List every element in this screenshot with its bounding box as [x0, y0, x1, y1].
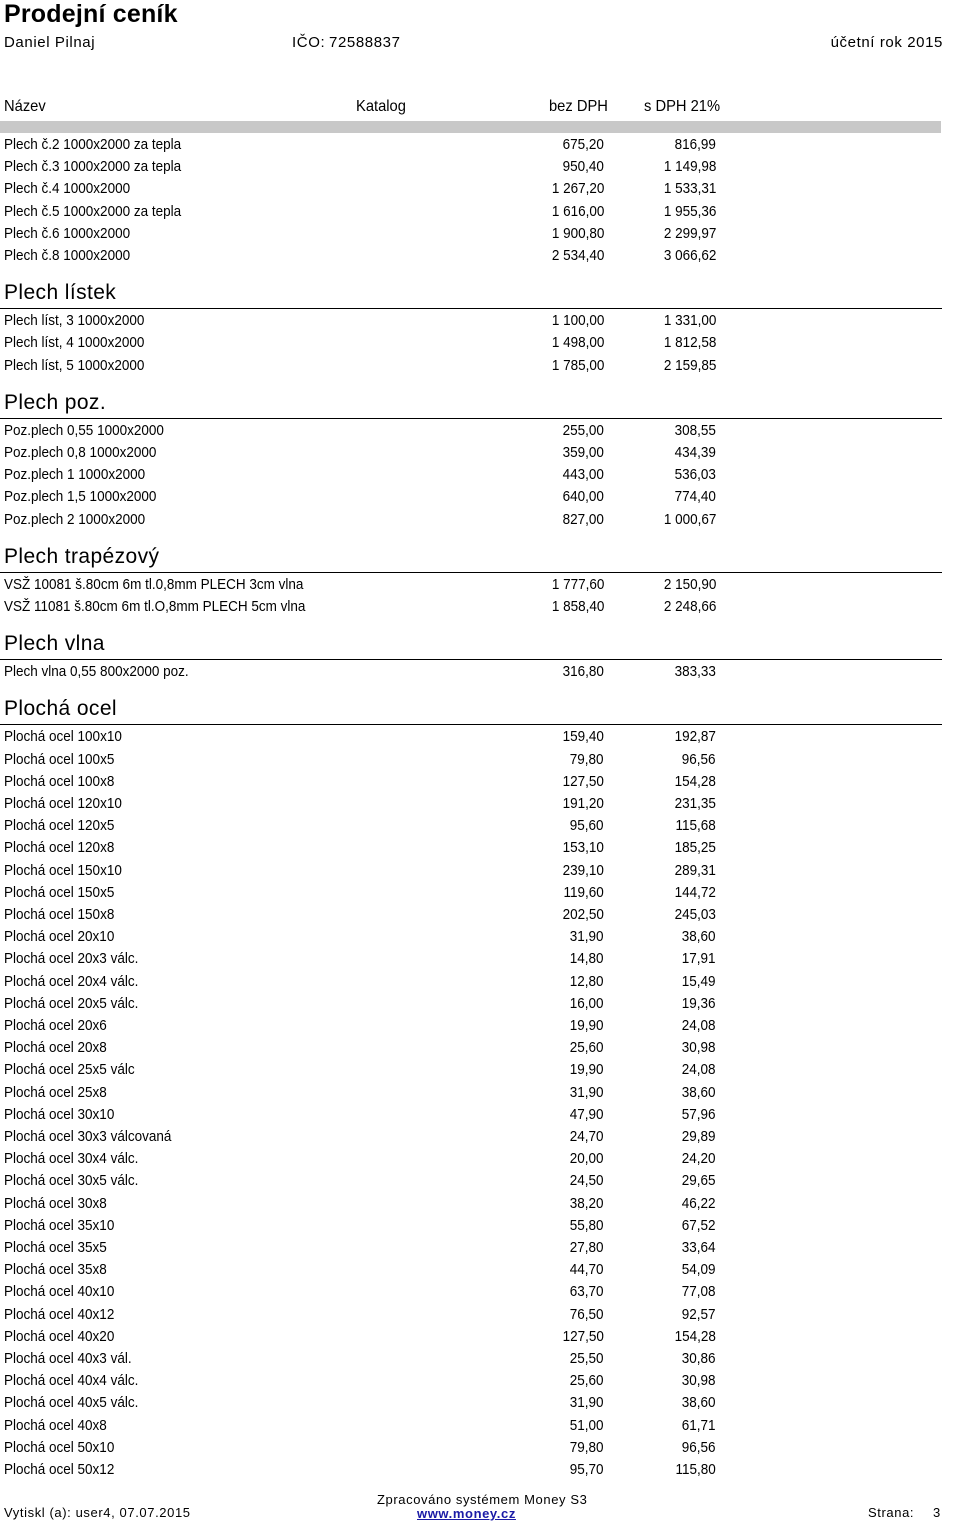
- net-price: 31,90: [570, 1394, 604, 1412]
- item-name: Plech č.8 1000x2000: [4, 247, 131, 264]
- item-name: Plochá ocel 120x10: [4, 795, 122, 812]
- gross-price: 434,39: [674, 444, 716, 461]
- page-title: Prodejní ceník: [4, 0, 178, 28]
- gross-price: 231,35: [674, 795, 716, 812]
- net-price: 47,90: [570, 1105, 604, 1123]
- gross-price: 2 150,90: [663, 575, 716, 593]
- price-row: [0, 310, 720, 332]
- net-price: 55,80: [570, 1216, 604, 1234]
- gross-price: 2 159,85: [663, 356, 716, 374]
- net-price: 38,20: [570, 1194, 604, 1212]
- item-name: Plochá ocel 35x5: [4, 1239, 107, 1256]
- item-name: Plochá ocel 20x6: [4, 1017, 107, 1034]
- net-price: 79,80: [570, 1438, 604, 1456]
- gross-price: 1 149,98: [663, 158, 716, 176]
- price-row: [0, 661, 720, 683]
- column-header-gross-price: s DPH 21%: [644, 98, 721, 115]
- gross-price: 38,60: [682, 1394, 716, 1412]
- net-price: 255,00: [562, 421, 604, 439]
- price-row: [0, 1148, 720, 1170]
- item-name: Plech č.4 1000x2000: [4, 180, 131, 198]
- price-row: [0, 1348, 720, 1370]
- price-row: [0, 201, 720, 223]
- gross-price: 383,33: [674, 663, 716, 681]
- gross-price: 192,87: [674, 728, 716, 746]
- item-name: Plochá ocel 120x8: [4, 839, 115, 857]
- gross-price: 30,98: [682, 1039, 716, 1057]
- net-price: 44,70: [570, 1261, 604, 1279]
- item-name: Poz.plech 1,5 1000x2000: [4, 488, 157, 506]
- net-price: 12,80: [570, 972, 604, 990]
- item-name: Plochá ocel 40x8: [4, 1416, 107, 1434]
- net-price: 950,40: [562, 158, 604, 176]
- item-name: Plochá ocel 40x10: [4, 1283, 115, 1301]
- section-divider: [0, 572, 942, 573]
- net-price: 95,60: [570, 817, 604, 835]
- net-price: 1 858,40: [551, 598, 604, 615]
- net-price: 24,50: [570, 1172, 604, 1190]
- price-row: [0, 574, 720, 596]
- net-price: 76,50: [570, 1305, 604, 1323]
- item-name: Plochá ocel 100x10: [4, 728, 122, 746]
- net-price: 95,70: [570, 1461, 604, 1478]
- net-price: 827,00: [562, 510, 604, 528]
- gross-price: 96,56: [682, 1438, 716, 1456]
- gross-price: 57,96: [682, 1105, 716, 1123]
- gross-price: 15,49: [682, 972, 716, 990]
- item-name: Plochá ocel 35x10: [4, 1216, 115, 1234]
- item-name: Plochá ocel 40x4 válc.: [4, 1372, 139, 1390]
- price-row: [0, 948, 720, 970]
- item-name: Plech líst, 5 1000x2000: [4, 356, 145, 374]
- item-name: Plochá ocel 100x8: [4, 772, 115, 790]
- section-divider: [0, 308, 942, 309]
- gross-price: 92,57: [682, 1305, 716, 1323]
- price-row: [0, 837, 720, 859]
- gross-price: 536,03: [674, 466, 716, 484]
- price-row: [0, 486, 720, 508]
- item-name: Plochá ocel 40x20: [4, 1327, 115, 1345]
- item-name: Plochá ocel 20x10: [4, 928, 115, 946]
- item-name: Poz.plech 1 1000x2000: [4, 466, 146, 484]
- item-name: Plochá ocel 30x4 válc.: [4, 1150, 139, 1168]
- net-price: 443,00: [562, 466, 604, 484]
- gross-price: 245,03: [674, 906, 716, 923]
- net-price: 1 900,80: [551, 224, 604, 242]
- price-row: [0, 420, 720, 442]
- gross-price: 38,60: [682, 1083, 716, 1101]
- column-header-name: Název: [4, 98, 46, 115]
- item-name: Poz.plech 2 1000x2000: [4, 510, 146, 528]
- gross-price: 24,08: [682, 1061, 716, 1079]
- price-row: [0, 1104, 720, 1126]
- price-row: [0, 509, 720, 531]
- price-row: [0, 178, 720, 200]
- page-number: 3: [933, 1505, 941, 1520]
- gross-price: 96,56: [682, 750, 716, 768]
- column-header-net-price: bez DPH: [549, 98, 608, 115]
- net-price: 359,00: [562, 444, 604, 461]
- item-name: Plochá ocel 30x8: [4, 1194, 107, 1212]
- net-price: 153,10: [562, 839, 604, 857]
- item-name: Plech líst, 3 1000x2000: [4, 312, 145, 330]
- item-name: Plochá ocel 30x10: [4, 1105, 115, 1123]
- price-row: [0, 1392, 720, 1414]
- item-name: Plochá ocel 35x8: [4, 1261, 107, 1279]
- net-price: 1 616,00: [551, 202, 604, 220]
- net-price: 19,90: [570, 1061, 604, 1079]
- net-price: 1 777,60: [551, 575, 604, 593]
- item-name: Poz.plech 0,55 1000x2000: [4, 421, 164, 439]
- item-name: VSŽ 10081 š.80cm 6m tl.0,8mm PLECH 3cm vlna: [4, 575, 304, 593]
- net-price: 51,00: [570, 1416, 604, 1434]
- net-price: 31,90: [570, 928, 604, 946]
- section-header: [0, 631, 942, 659]
- section-title: Plech poz.: [4, 390, 107, 414]
- gross-price: 24,08: [682, 1017, 716, 1034]
- gross-price: 2 299,97: [663, 224, 716, 242]
- net-price: 675,20: [562, 136, 604, 153]
- price-row: [0, 1326, 720, 1348]
- gross-price: 33,64: [682, 1239, 716, 1256]
- gross-price: 816,99: [674, 136, 716, 153]
- item-name: Plech č.6 1000x2000: [4, 224, 131, 242]
- price-row: [0, 793, 720, 815]
- column-header-catalog: Katalog: [356, 98, 406, 115]
- price-row: [0, 596, 720, 618]
- ico-value: 72588837: [329, 34, 401, 51]
- gross-price: 54,09: [682, 1261, 716, 1279]
- net-price: 25,50: [570, 1350, 604, 1367]
- net-price: 2 534,40: [551, 247, 604, 264]
- section-title: Plech trapézový: [4, 544, 160, 568]
- price-row: [0, 442, 720, 464]
- accounting-year: účetní rok 2015: [830, 34, 943, 51]
- net-price: 127,50: [562, 772, 604, 790]
- price-row: [0, 882, 720, 904]
- gross-price: 308,55: [674, 421, 716, 439]
- gross-price: 30,98: [682, 1372, 716, 1390]
- price-row: [0, 815, 720, 837]
- item-name: Plech líst, 4 1000x2000: [4, 334, 145, 352]
- item-name: Plochá ocel 25x8: [4, 1083, 107, 1101]
- net-price: 25,60: [570, 1372, 604, 1390]
- gross-price: 154,28: [674, 772, 716, 790]
- net-price: 316,80: [562, 663, 604, 681]
- company-person: Daniel Pilnaj: [4, 34, 96, 51]
- price-row: [0, 1082, 720, 1104]
- price-row: [0, 1037, 720, 1059]
- price-row: [0, 245, 720, 267]
- item-name: Plochá ocel 20x5 válc.: [4, 994, 139, 1012]
- gross-price: 1 000,67: [663, 510, 716, 528]
- price-row: [0, 1304, 720, 1326]
- gross-price: 115,68: [675, 817, 716, 835]
- net-price: 202,50: [562, 906, 604, 923]
- net-price: 1 498,00: [551, 334, 604, 352]
- item-name: Plochá ocel 30x5 válc.: [4, 1172, 139, 1190]
- gross-price: 29,89: [682, 1128, 716, 1145]
- price-row: [0, 355, 720, 377]
- item-name: Plochá ocel 40x12: [4, 1305, 115, 1323]
- section-divider: [0, 418, 942, 419]
- item-name: Plech č.3 1000x2000 za tepla: [4, 158, 182, 176]
- gross-price: 67,52: [682, 1216, 716, 1234]
- net-price: 127,50: [562, 1327, 604, 1345]
- net-price: 19,90: [570, 1017, 604, 1034]
- item-name: Plochá ocel 150x8: [4, 906, 115, 923]
- price-row: [0, 1259, 720, 1281]
- item-name: Plochá ocel 20x3 válc.: [4, 950, 139, 968]
- section-divider: [0, 724, 942, 725]
- item-name: Plochá ocel 25x5 válc: [4, 1061, 135, 1079]
- item-name: Poz.plech 0,8 1000x2000: [4, 444, 157, 461]
- net-price: 79,80: [570, 750, 604, 768]
- gross-price: 19,36: [682, 994, 716, 1012]
- net-price: 63,70: [570, 1283, 604, 1301]
- net-price: 119,60: [563, 883, 604, 901]
- price-row: [0, 1215, 720, 1237]
- price-row: [0, 332, 720, 354]
- gross-price: 30,86: [682, 1350, 716, 1367]
- processed-by: Zpracováno systémem Money S3: [377, 1492, 588, 1507]
- price-row: [0, 993, 720, 1015]
- item-name: Plochá ocel 50x12: [4, 1461, 115, 1478]
- price-row: [0, 771, 720, 793]
- section-title: Plech vlna: [4, 632, 105, 656]
- item-name: Plochá ocel 150x10: [4, 861, 122, 879]
- price-row: [0, 1170, 720, 1192]
- price-row: [0, 860, 720, 882]
- gross-price: 77,08: [682, 1283, 716, 1301]
- item-name: Plochá ocel 40x5 válc.: [4, 1394, 139, 1412]
- gross-price: 289,31: [674, 861, 716, 879]
- printed-by: Vytiskl (a): user4, 07.07.2015: [4, 1505, 191, 1520]
- net-price: 20,00: [570, 1150, 604, 1168]
- price-row: [0, 904, 720, 926]
- price-row: [0, 971, 720, 993]
- net-price: 24,70: [570, 1128, 604, 1145]
- net-price: 191,20: [562, 795, 604, 812]
- gross-price: 1 533,31: [663, 180, 716, 198]
- gross-price: 1 955,36: [663, 202, 716, 220]
- gross-price: 115,80: [675, 1461, 716, 1478]
- net-price: 25,60: [570, 1039, 604, 1057]
- gross-price: 144,72: [674, 883, 716, 901]
- net-price: 159,40: [562, 728, 604, 746]
- price-row: [0, 1459, 720, 1481]
- price-row: [0, 926, 720, 948]
- item-name: Plochá ocel 20x4 válc.: [4, 972, 139, 990]
- section-header: [0, 544, 942, 572]
- item-name: VSŽ 11081 š.80cm 6m tl.O,8mm PLECH 5cm vlna: [4, 598, 306, 615]
- net-price: 31,90: [570, 1083, 604, 1101]
- item-name: Plochá ocel 150x5: [4, 883, 115, 901]
- gross-price: 24,20: [682, 1150, 716, 1168]
- price-row: [0, 1370, 720, 1392]
- item-name: Plochá ocel 30x3 válcovaná: [4, 1128, 172, 1145]
- section-header: [0, 390, 942, 418]
- item-name: Plochá ocel 50x10: [4, 1438, 115, 1456]
- net-price: 1 785,00: [551, 356, 604, 374]
- page-label: Strana:: [868, 1505, 915, 1520]
- section-header: [0, 280, 942, 308]
- price-row: [0, 1415, 720, 1437]
- gross-price: 61,71: [682, 1416, 716, 1434]
- net-price: 640,00: [562, 488, 604, 506]
- gross-price: 154,28: [674, 1327, 716, 1345]
- price-row: [0, 134, 720, 156]
- price-row: [0, 1059, 720, 1081]
- item-name: Plochá ocel 20x8: [4, 1039, 107, 1057]
- net-price: 16,00: [570, 994, 604, 1012]
- item-name: Plochá ocel 100x5: [4, 750, 115, 768]
- price-row: [0, 1193, 720, 1215]
- section-title: Plochá ocel: [4, 697, 117, 721]
- item-name: Plech č.2 1000x2000 za tepla: [4, 136, 182, 153]
- price-row: [0, 749, 720, 771]
- website-link[interactable]: www.money.cz: [417, 1506, 516, 1521]
- price-row: [0, 1437, 720, 1459]
- price-row: [0, 1126, 720, 1148]
- gross-price: 774,40: [674, 488, 716, 506]
- item-name: Plech vlna 0,55 800x2000 poz.: [4, 663, 189, 681]
- price-row: [0, 464, 720, 486]
- item-name: Plochá ocel 120x5: [4, 817, 115, 835]
- gross-price: 1 812,58: [663, 334, 716, 352]
- section-title: Plech lístek: [4, 281, 117, 305]
- gross-price: 17,91: [682, 950, 716, 968]
- gross-price: 29,65: [682, 1172, 716, 1190]
- price-row: [0, 1281, 720, 1303]
- gross-price: 38,60: [682, 928, 716, 946]
- net-price: 1 100,00: [551, 312, 604, 330]
- net-price: 1 267,20: [551, 180, 604, 198]
- price-row: [0, 1015, 720, 1037]
- section-divider: [0, 659, 942, 660]
- net-price: 239,10: [562, 861, 604, 879]
- price-row: [0, 156, 720, 178]
- gross-price: 2 248,66: [663, 598, 716, 615]
- price-row: [0, 726, 720, 748]
- ico-label: IČO:: [292, 34, 326, 51]
- item-name: Plochá ocel 40x3 vál.: [4, 1350, 132, 1367]
- item-name: Plech č.5 1000x2000 za tepla: [4, 202, 182, 220]
- price-row: [0, 1237, 720, 1259]
- section-header: [0, 696, 942, 724]
- net-price: 14,80: [570, 950, 604, 968]
- gross-price: 1 331,00: [663, 312, 716, 330]
- gross-price: 185,25: [674, 839, 716, 857]
- price-row: [0, 223, 720, 245]
- net-price: 27,80: [570, 1239, 604, 1256]
- gross-price: 3 066,62: [663, 247, 716, 264]
- gross-price: 46,22: [682, 1194, 716, 1212]
